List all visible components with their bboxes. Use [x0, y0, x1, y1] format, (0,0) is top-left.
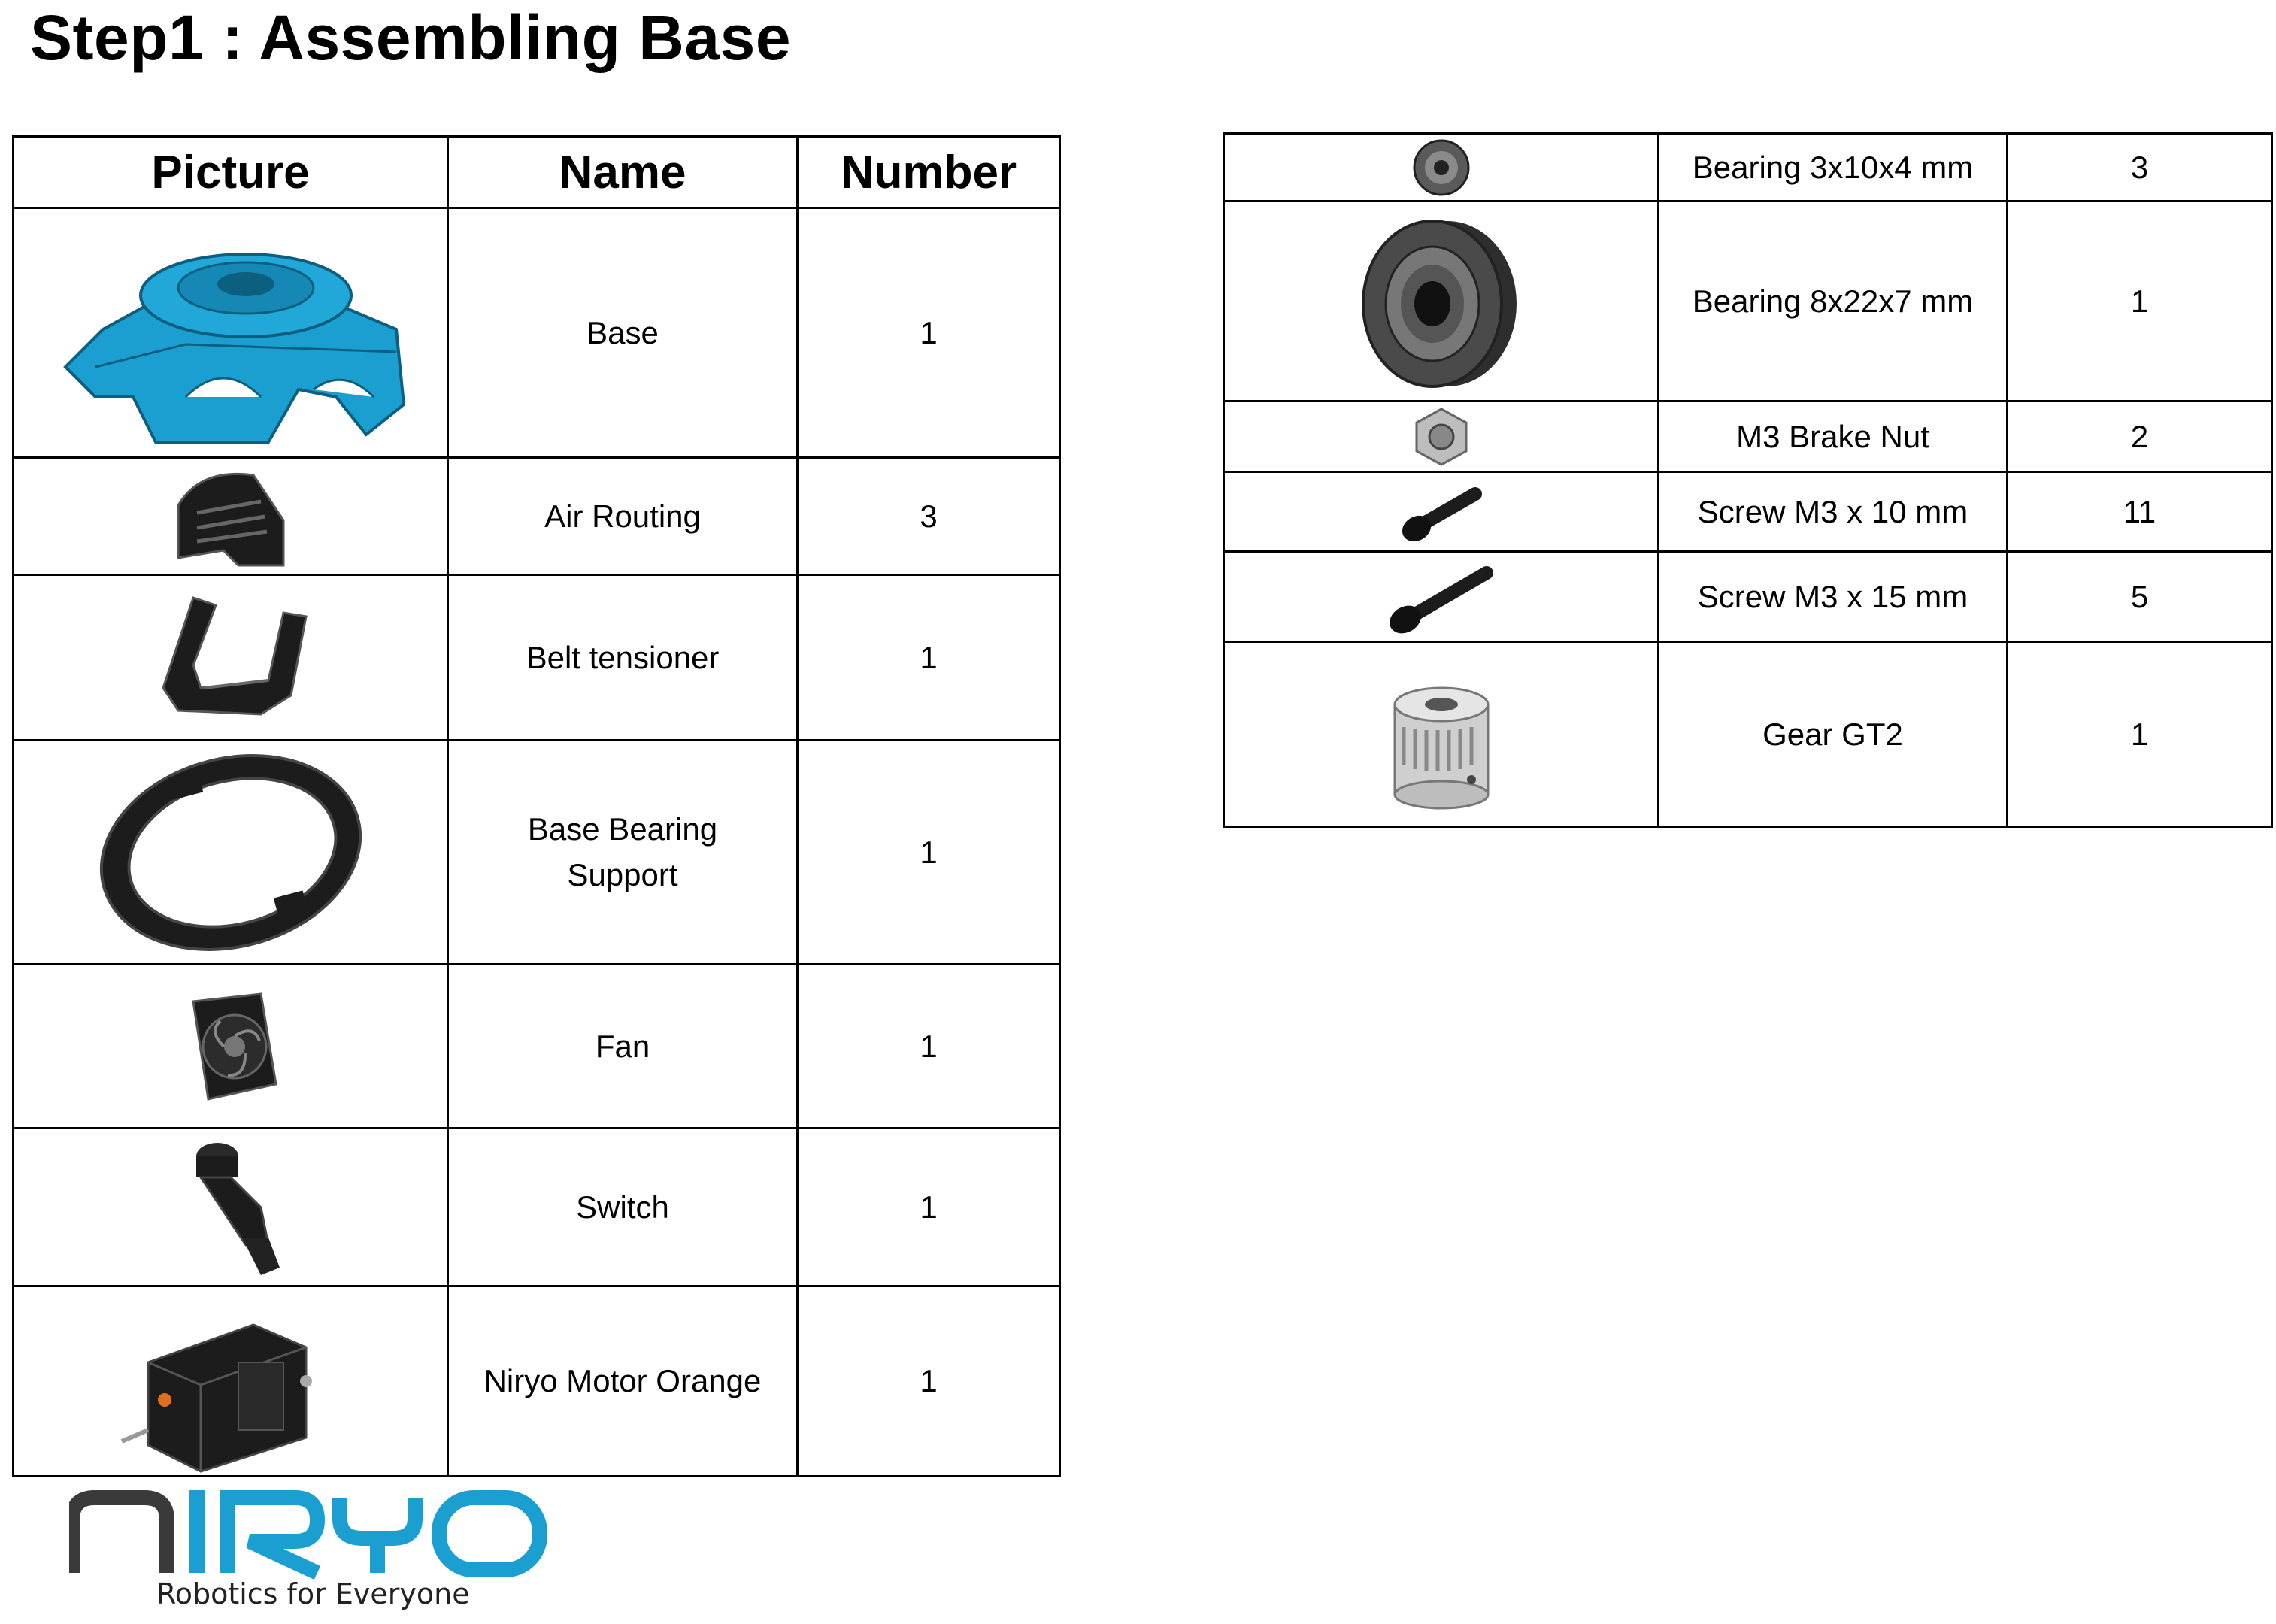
part-name: Switch — [448, 1129, 798, 1286]
fan-icon — [171, 986, 291, 1107]
part-quantity: 1 — [798, 1286, 1060, 1477]
part-name: Belt tensioner — [448, 575, 798, 741]
part-picture — [14, 575, 448, 741]
part-quantity: 1 — [798, 741, 1060, 965]
stepper-motor-icon — [118, 1287, 344, 1475]
table-row — [1224, 552, 2272, 642]
part-picture — [14, 965, 448, 1129]
part-picture — [1224, 642, 1659, 827]
base-part-icon — [50, 217, 411, 450]
column-header-picture: Picture — [14, 137, 448, 208]
pulley-gear-icon — [1381, 659, 1502, 810]
table-row — [14, 965, 1060, 1129]
part-picture — [14, 741, 448, 965]
part-quantity: 1 — [798, 1129, 1060, 1286]
air-routing-icon — [156, 460, 306, 573]
page-title: Step1 : Assembling Base — [30, 2, 792, 73]
part-quantity: 1 — [798, 208, 1060, 458]
part-picture — [14, 1286, 448, 1477]
part-picture — [1224, 552, 1659, 642]
part-name: M3 Brake Nut — [1659, 401, 2008, 472]
part-quantity: 3 — [798, 458, 1060, 575]
parts-table-right — [1223, 132, 2273, 828]
nut-icon — [1408, 404, 1475, 469]
part-picture — [1224, 201, 1659, 401]
table-row — [14, 458, 1060, 575]
table-row — [1224, 472, 2272, 552]
table-header-row — [14, 137, 1060, 208]
table-row — [1224, 401, 2272, 472]
part-name-text: Base Bearing Support — [527, 810, 718, 892]
part-picture — [14, 208, 448, 458]
logo-tagline: Robotics for Everyone — [156, 1577, 470, 1610]
part-name: Bearing 8x22x7 mm — [1659, 201, 2008, 401]
part-name: Screw M3 x 10 mm — [1659, 472, 2008, 552]
part-quantity: 1 — [2008, 201, 2272, 401]
table-row — [14, 208, 1060, 458]
part-quantity: 1 — [798, 965, 1060, 1129]
part-name — [448, 741, 798, 965]
part-name: Base — [448, 208, 798, 458]
part-name: Air Routing — [448, 458, 798, 575]
belt-tensioner-icon — [141, 583, 321, 733]
part-picture — [14, 458, 448, 575]
part-quantity: 1 — [798, 575, 1060, 741]
part-picture — [1224, 472, 1659, 552]
part-name: Niryo Motor Orange — [448, 1286, 798, 1477]
part-name: Screw M3 x 15 mm — [1659, 552, 2008, 642]
part-name: Fan — [448, 965, 798, 1129]
part-picture — [1224, 134, 1659, 201]
part-name: Gear GT2 — [1659, 642, 2008, 827]
table-row — [1224, 642, 2272, 827]
part-picture — [1224, 401, 1659, 472]
part-quantity: 1 — [2008, 642, 2272, 827]
small-bearing-icon — [1408, 135, 1475, 200]
bearing-support-icon — [88, 744, 374, 962]
part-picture — [14, 1129, 448, 1286]
part-quantity: 11 — [2008, 472, 2272, 552]
table-row — [1224, 201, 2272, 401]
part-quantity: 3 — [2008, 134, 2272, 201]
part-quantity: 2 — [2008, 401, 2272, 472]
long-screw-icon — [1381, 553, 1502, 641]
part-quantity: 5 — [2008, 552, 2272, 642]
table-row — [14, 1286, 1060, 1477]
table-row — [14, 741, 1060, 965]
table-row — [1224, 134, 2272, 201]
switch-icon — [171, 1132, 291, 1283]
large-bearing-icon — [1359, 208, 1524, 395]
table-row — [14, 575, 1060, 741]
parts-table-left — [12, 135, 1061, 1477]
column-header-name: Name — [448, 137, 798, 208]
part-name: Bearing 3x10x4 mm — [1659, 134, 2008, 201]
short-screw-icon — [1393, 474, 1490, 550]
column-header-number: Number — [798, 137, 1060, 208]
table-row — [14, 1129, 1060, 1286]
